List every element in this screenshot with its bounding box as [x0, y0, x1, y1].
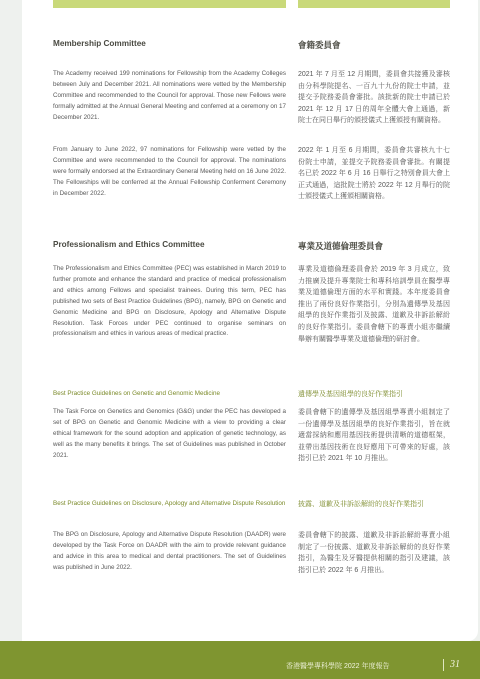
- membership-heading-en: Membership Committee: [53, 39, 146, 48]
- pec-para-en: The Professionalism and Ethics Committee (PEC) was established in March 2019 to further promote and enhance the standard and practice of medical professionalism and ethics among Fellows and specialist trainees. During this term, PEC has published two sets of Best Practice Guidelines (BPG), namely, BPG on Genetic and Genomic Medicine and BPG on Disclosure, Apology and Alternative Dispute Resolution. Task Forces under PEC continued to organise seminars on professionalism and ethics in various areas of medical practice.: [53, 265, 286, 338]
- genetic-para-zh: 委員會轄下的遺傳學及基因組學專責小組制定了一份遺傳學及基因組學的良好作業指引，旨在就適當採納和應用基因技術提供清晰的道德框架，並帶出基因技術在良好應用下可帶來的好處，該指引已於 2021 年 10 月推出。: [298, 409, 450, 463]
- genetic-para-en: The Task Force on Genetics and Genomics (G&G) under the PEC has developed a set of BPG on Genetic and Genomic Medicine with a view to providing a clear ethical framework for the sound adoption and application of genetic technology, as well as the many benefits it brings. The set of Guidelines was published in October 2021.: [53, 408, 286, 459]
- membership-para2-zh: 2022 年 1 月至 6 月期間，委員會共審核九十七份院士申請，並提交予院務委員會審批。有關提名已於 2022 年 6 月 16 日舉行之特別會員大會上正式通過，這批院士將於 2022 年 12 月舉行的院士頒授儀式上獲頒相關資格。: [298, 147, 450, 201]
- pec-heading-zh: 專業及道德倫理委員會: [298, 241, 384, 251]
- page-number: 31: [450, 659, 460, 670]
- genetic-subheading-zh: 遺傳學及基因組學的良好作業指引: [298, 391, 403, 398]
- disclosure-para-en: The BPG on Disclosure, Apology and Alternative Dispute Resolution (DAADR) were developed by the Task Force on DAADR with the aim to provide relevant guidance and advice in this area to medical and dental practitioners. The set of Guidelines was published in June 2022.: [53, 531, 286, 571]
- membership-para1-en: The Academy received 199 nominations for Fellowship from the Academy Colleges between July and December 2021. All nominations were vetted by the Membership Committee and recommended to the Council for approval. Those new Fellows were formally admitted at the Annual General Meeting and conferred at a ceremony on 17 December 2021.: [53, 70, 286, 121]
- membership-para1-zh: 2021 年 7 月至 12 月期間，委員會共接獲及審核由分科學院提名、一百九十九份的院士申請，並提交予院務委員會審批。該批新的院士申請已於 2021 年 12 月 17 日的周年全體大會上通過，新院士在同日舉行的頒授儀式上獲頒授有關資格。: [298, 71, 450, 125]
- disclosure-subheading-zh: 披露、道歉及非訴訟解紛的良好作業指引: [298, 501, 424, 508]
- page-footer: [0, 641, 480, 679]
- publication-title: 香港醫學專科學院 2022 年度報告: [286, 663, 390, 670]
- membership-para2-en: From January to June 2022, 97 nominations for Fellowship were vetted by the Committee and were recommended to the Council for approval. The nominations were formally endorsed at the Extraordinary General Meeting held on 16 June 2022. The Fellowships will be conferred at the Annual Fellowship Conferment Ceremony in December 2022.: [53, 146, 286, 197]
- report-page: [22, 0, 478, 641]
- membership-heading-zh: 會籍委員會: [298, 40, 341, 50]
- pec-heading-en: Professionalism and Ethics Committee: [53, 240, 205, 249]
- genetic-subheading-en: Best Practice Guidelines on Genetic and Genomic Medicine: [53, 390, 220, 397]
- pec-para-zh: 專業及道德倫理委員會於 2019 年 3 月成立，致力推廣及提升專業院士和專科培訓學員在醫學專業及道德倫理方面的水平和實踐。本年度委員會推出了兩份良好作業指引，分別為遺傳學及基因組學的良好作業指引及披露、道歉及非訴訟解紛的良好作業指引。委員會轄下的專責小組亦繼續舉辦有關醫學專業及道德倫理的研討會。: [298, 266, 450, 343]
- english-column: [53, 0, 286, 641]
- chinese-column: [298, 0, 450, 641]
- footer-divider: [443, 659, 444, 671]
- disclosure-para-zh: 委員會轄下的披露、道歉及非訴訟解紛專責小組制定了一份披露、道歉及非訴訟解紛的良好作業指引，為醫生及牙醫提供相關的指引及建議，該指引已於 2022 年 6 月推出。: [298, 532, 450, 574]
- disclosure-subheading-en: Best Practice Guidelines on Disclosure, Apology and Alternative Dispute Resolution: [53, 500, 286, 507]
